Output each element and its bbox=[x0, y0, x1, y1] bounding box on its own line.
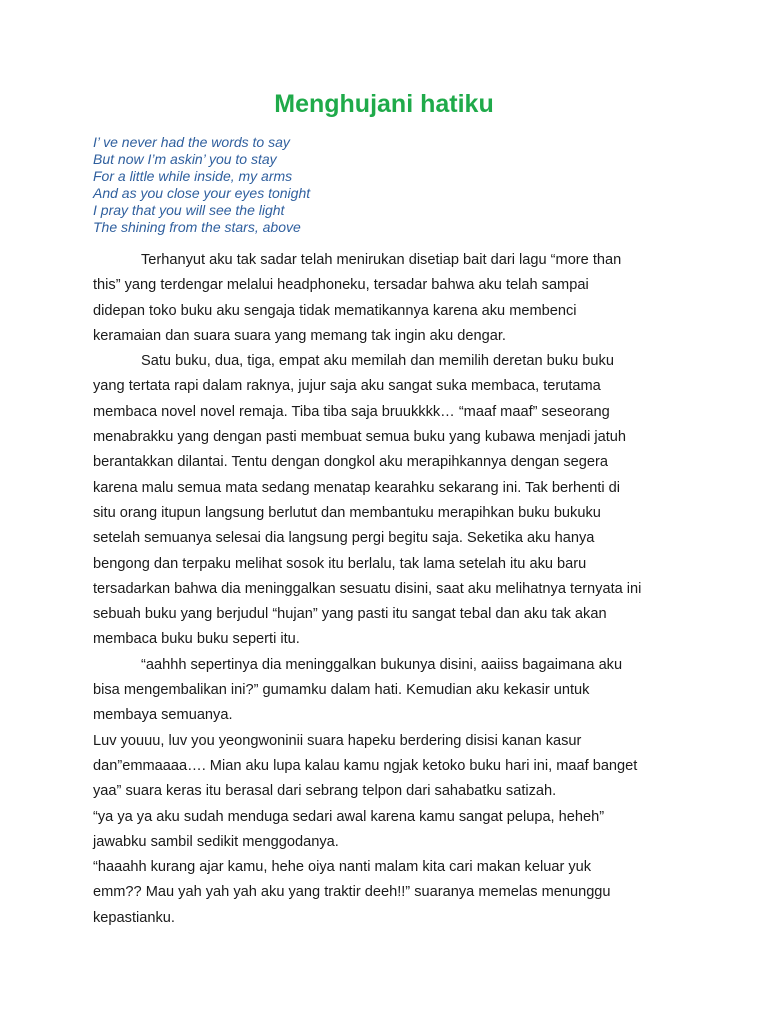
body-line: bisa mengembalikan ini?” gumamku dalam hati. Kemudian aku kekasir untuk bbox=[93, 682, 590, 699]
body-line: keramaian dan suara suara yang memang tak ingin aku dengar. bbox=[93, 327, 506, 344]
body-line: membaca novel novel remaja. Tiba tiba saja bruukkkk… “maaf maaf” seseorang bbox=[93, 403, 610, 420]
lyric-line: But now I’m askin’ you to stay bbox=[93, 151, 277, 167]
body-line: yang tertata rapi dalam raknya, jujur saja aku sangat suka membaca, terutama bbox=[93, 378, 601, 395]
body-line: setelah semuanya selesai dia langsung pergi begitu saja. Seketika aku hanya bbox=[93, 530, 595, 547]
body-line: Satu buku, dua, tiga, empat aku memilah dan memilih deretan buku buku bbox=[141, 353, 614, 370]
body-line: Terhanyut aku tak sadar telah menirukan disetiap bait dari lagu “more than bbox=[141, 252, 622, 268]
song-lyrics bbox=[93, 134, 310, 236]
body-line: membaya semuanya. bbox=[93, 707, 233, 724]
body-line: tersadarkan bahwa dia meninggalkan sesuatu disini, saat aku melihatnya ternyata ini bbox=[93, 580, 642, 597]
lyric-line: And as you close your eyes tonight bbox=[93, 185, 311, 201]
lyric-line: For a little while inside, my arms bbox=[93, 168, 293, 184]
body-line: karena malu semua mata sedang menatap kearahku sekarang ini. Tak berhenti di bbox=[93, 479, 621, 496]
body-line: kepastianku. bbox=[93, 909, 175, 926]
lyric-line: The shining from the stars, above bbox=[93, 219, 301, 235]
body-line: this” yang terdengar melalui headphoneku, tersadar bahwa aku telah sampai bbox=[93, 277, 589, 294]
body-line: Luv youuu, luv you yeongwoninii suara hapeku berdering disisi kanan kasur bbox=[93, 732, 582, 749]
body-line: didepan toko buku aku sengaja tidak mematikannya karena aku membenci bbox=[93, 302, 577, 319]
body-line: “ya ya ya aku sudah menduga sedari awal karena kamu sangat pelupa, heheh” bbox=[93, 808, 605, 825]
story-body bbox=[93, 248, 693, 931]
lyric-line: I’ ve never had the words to say bbox=[93, 134, 290, 150]
lyric-line: I pray that you will see the light bbox=[93, 202, 285, 218]
body-line: “haaahh kurang ajar kamu, hehe oiya nanti malam kita cari makan keluar yuk bbox=[93, 859, 592, 876]
body-line: jawabku sambil sedikit menggodanya. bbox=[93, 833, 339, 850]
body-line: dan”emmaaaa…. Mian aku lupa kalau kamu ngjak ketoko buku hari ini, maaf banget bbox=[93, 757, 638, 774]
body-line: situ orang itupun langsung berlutut dan membantuku merapihkan buku bukuku bbox=[93, 504, 601, 521]
body-line: yaa” suara keras itu berasal dari sebrang telpon dari sahabatku satizah. bbox=[93, 783, 557, 800]
body-line: emm?? Mau yah yah yah aku yang traktir deeh!!” suaranya memelas menunggu bbox=[93, 884, 611, 901]
body-line: menabrakku yang dengan pasti membuat semua buku yang kubawa menjadi jatuh bbox=[93, 429, 627, 446]
body-line: sebuah buku yang berjudul “hujan” yang pasti itu sangat tebal dan aku tak akan bbox=[93, 606, 607, 623]
body-line: membaca buku buku seperti itu. bbox=[93, 631, 300, 648]
body-line: bengong dan terpaku melihat sosok itu berlalu, tak lama setelah itu aku baru bbox=[93, 555, 587, 572]
body-line: berantakkan dilantai. Tentu dengan dongkol aku merapihkannya dengan segera bbox=[93, 454, 608, 471]
body-line: “aahhh sepertinya dia meninggalkan bukunya disini, aaiiss bagaimana aku bbox=[141, 656, 623, 673]
document-title: Menghujani hatiku bbox=[274, 90, 494, 118]
